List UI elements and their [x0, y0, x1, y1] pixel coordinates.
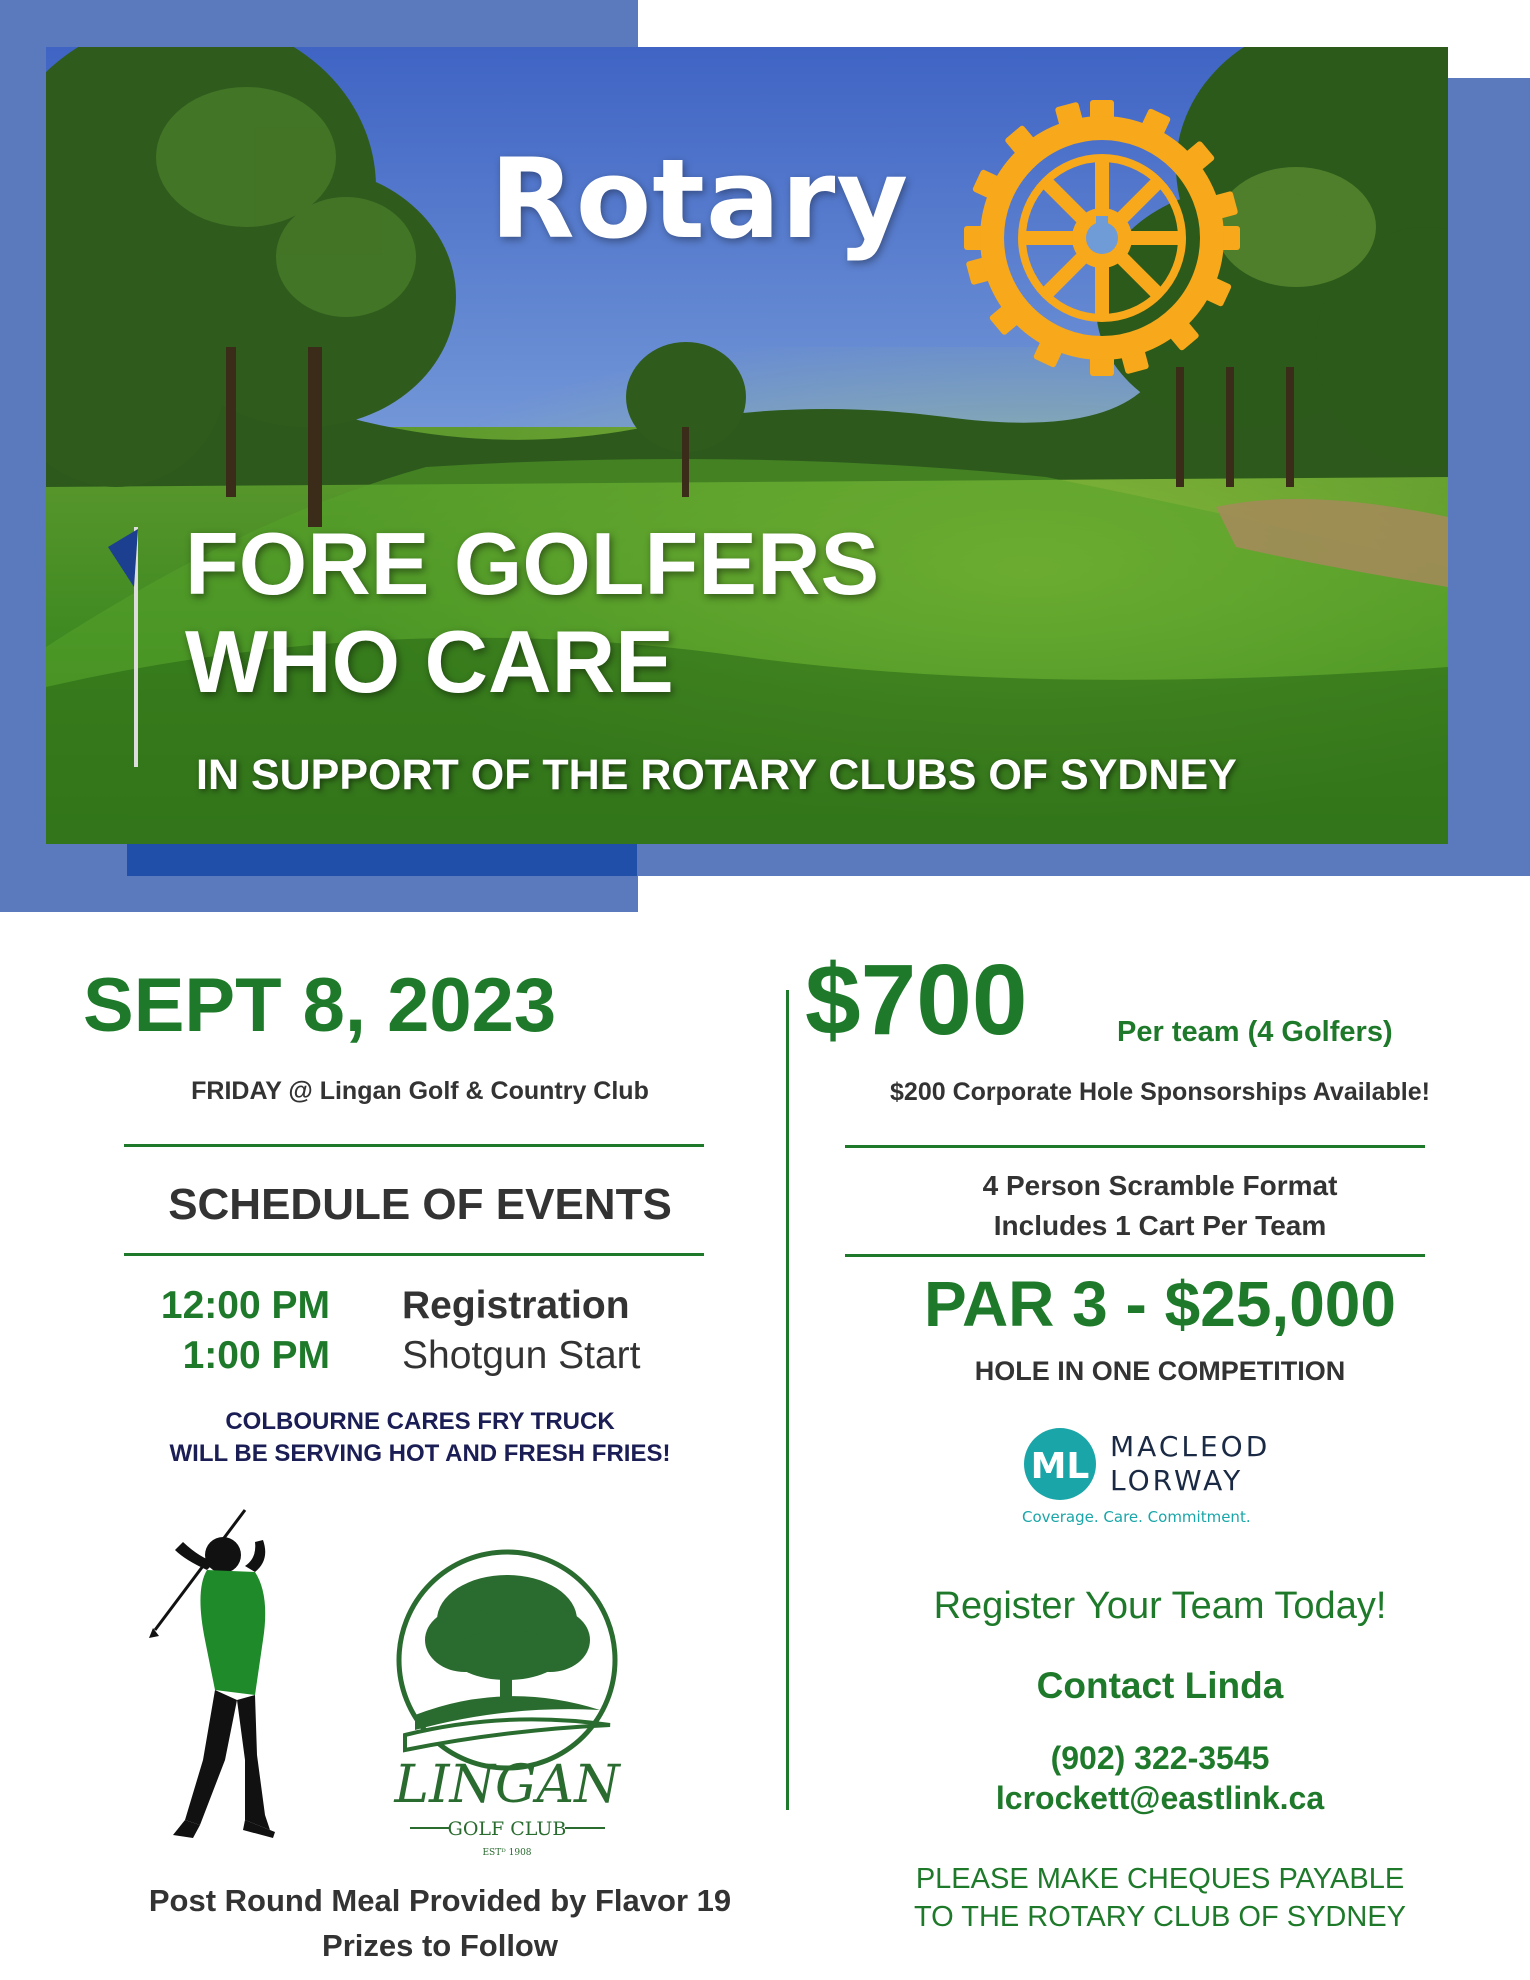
schedule-time: 1:00 PM — [182, 1334, 330, 1377]
sponsorship-note: $200 Corporate Hole Sponsorships Available! — [890, 1078, 1430, 1106]
post-round-meal: Post Round Meal Provided by Flavor 19 — [148, 1883, 732, 1918]
divider — [124, 1253, 704, 1256]
lingan-sub: GOLF CLUB — [447, 1818, 567, 1840]
schedule-title: SCHEDULE OF EVENTS — [168, 1180, 672, 1229]
prizes-note: Prizes to Follow — [322, 1928, 558, 1963]
par3-prize: PAR 3 - $25,000 — [924, 1268, 1396, 1340]
format-line1: 4 Person Scramble Format — [982, 1170, 1338, 1201]
format-line2: Includes 1 Cart Per Team — [993, 1210, 1327, 1241]
header-frame-accent — [127, 840, 637, 876]
cheques-line1: PLEASE MAKE CHEQUES PAYABLE — [915, 1863, 1405, 1895]
divider — [845, 1145, 1425, 1148]
macleod-lorway-logo — [1005, 1418, 1295, 1528]
contact-email[interactable]: lcrockett@eastlink.ca — [995, 1780, 1325, 1816]
sponsor-initials: ML — [1030, 1446, 1090, 1487]
sponsor-tagline: Coverage. Care. Commitment. — [1022, 1508, 1251, 1526]
lingan-name: LINGAN — [394, 1755, 620, 1815]
cheques-line2: TO THE ROTARY CLUB OF SYDNEY — [913, 1901, 1407, 1933]
sponsor-name-line1: MACLEOD — [1110, 1430, 1271, 1463]
lingan-est: ESTᴰ 1908 — [482, 1848, 532, 1858]
per-team-note: Per team (4 Golfers) — [1117, 1016, 1393, 1048]
fry-truck-notice — [40, 1406, 800, 1470]
schedule-event: Registration — [402, 1284, 630, 1327]
sponsor-name-line2: LORWAY — [1110, 1464, 1244, 1497]
team-price: $700 — [805, 944, 1028, 1056]
event-venue: FRIDAY @ Lingan Golf & Country Club — [191, 1077, 649, 1105]
schedule-event: Shotgun Start — [402, 1334, 641, 1377]
contact-name: Contact Linda — [1036, 1665, 1284, 1706]
lingan-golf-club-logo — [375, 1540, 640, 1860]
cheque-instructions — [790, 1860, 1530, 1936]
column-divider — [786, 990, 789, 1810]
headline-line2: WHO CARE — [185, 612, 674, 711]
hole-in-one-label: HOLE IN ONE COMPETITION — [974, 1356, 1346, 1386]
register-cta: Register Your Team Today! — [933, 1585, 1387, 1627]
format-info — [790, 1166, 1530, 1246]
rotary-wheel-icon — [962, 98, 1242, 378]
post-round-notes — [40, 1878, 840, 1968]
divider — [124, 1144, 704, 1147]
event-date: SEPT 8, 2023 — [83, 963, 557, 1048]
schedule-time: 12:00 PM — [160, 1284, 330, 1327]
contact-details — [790, 1738, 1530, 1818]
fry-truck-line1: COLBOURNE CARES FRY TRUCK — [225, 1408, 615, 1435]
fry-truck-line2: WILL BE SERVING HOT AND FRESH FRIES! — [169, 1440, 671, 1467]
divider — [845, 1254, 1425, 1257]
contact-phone[interactable]: (902) 322-3545 — [1050, 1740, 1270, 1776]
rotary-wordmark: Rotary — [490, 135, 910, 263]
golfer-silhouette-icon — [145, 1500, 325, 1840]
support-banner: IN SUPPORT OF THE ROTARY CLUBS OF SYDNEY — [196, 751, 1237, 799]
headline-line1: FORE GOLFERS — [185, 514, 880, 613]
